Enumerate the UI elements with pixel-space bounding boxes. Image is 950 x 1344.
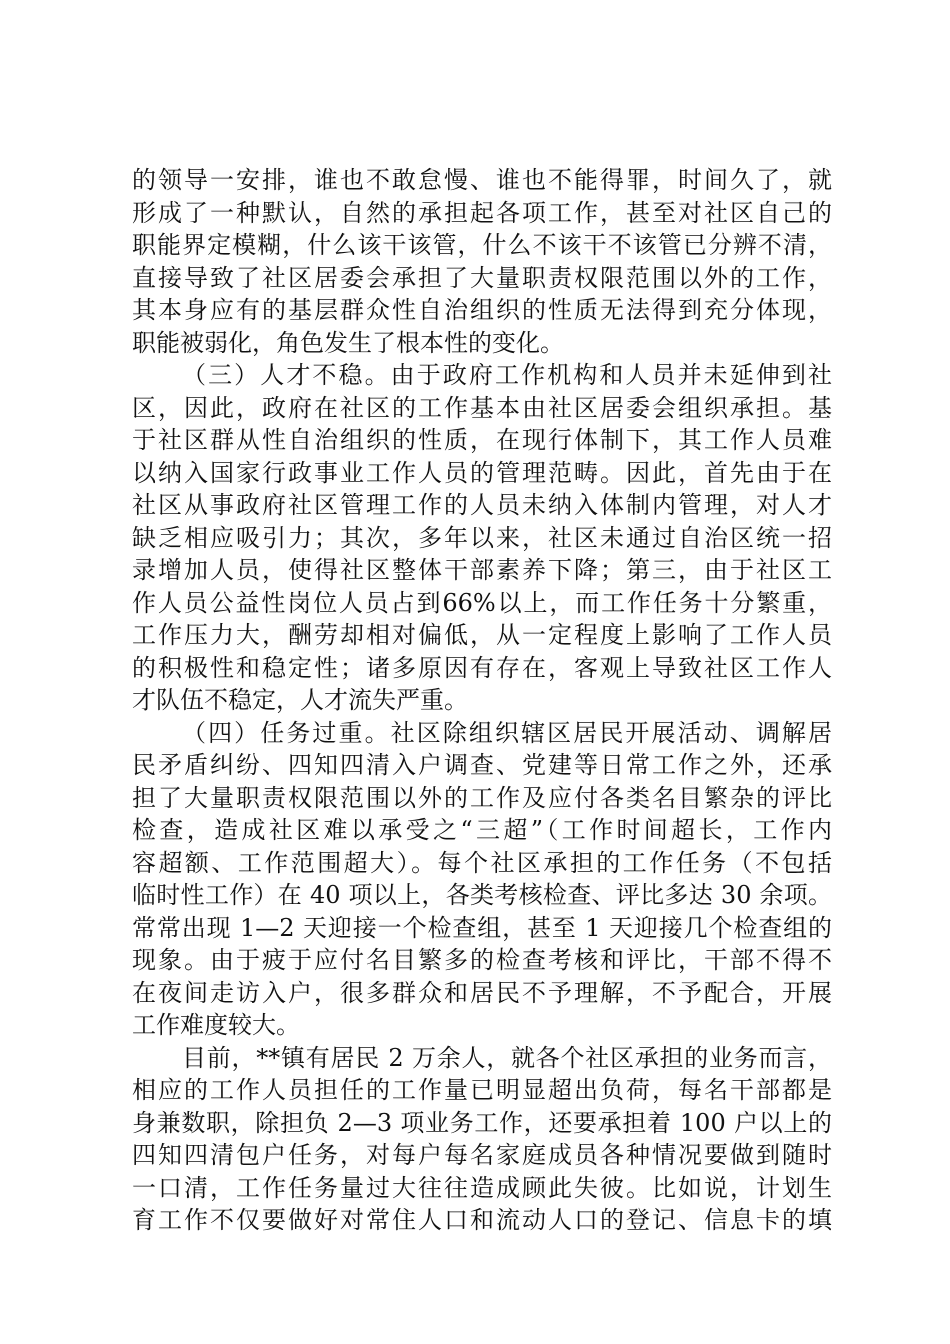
text-line: （三）人才不稳。由于政府工作机构和人员并未延伸到社 [182, 361, 832, 389]
text-line: 区，因此，政府在社区的工作基本由社区居委会组织承担。基 [132, 393, 832, 422]
text-line: 民矛盾纠纷、四知四清入户调查、党建等日常工作之外，还承 [132, 751, 832, 779]
text-line: 社区从事政府社区管理工作的人员未纳入体制内管理，对人才 [132, 491, 832, 519]
text-line: 容超额、工作范围超大）。每个社区承担的工作任务（不包括 [132, 848, 832, 877]
text-line: 一口清，工作任务量过大往往造成顾此失彼。比如说，计划生 [132, 1173, 832, 1202]
text-line: 其本身应有的基层群众性自治组织的性质无法得到充分体现， [132, 296, 832, 324]
text-line: 于社区群从性自治组织的性质，在现行体制下，其工作人员难 [132, 426, 832, 454]
text-line: 相应的工作人员担任的工作量已明显超出负荷，每名干部都是 [132, 1076, 832, 1104]
text-line: 常常出现 1—2 天迎接一个检查组，甚至 1 天迎接几个检查组的 [132, 913, 832, 942]
text-line: 四知四清包户任务，对每户每名家庭成员各种情况要做到随时 [132, 1141, 832, 1169]
text-line: 担了大量职责权限范围以外的工作及应付各类名目繁杂的评比 [132, 783, 832, 812]
text-line: 直接导致了社区居委会承担了大量职责权限范围以外的工作， [132, 263, 832, 292]
body-text [132, 164, 832, 1237]
text-line: 现象。由于疲于应付名目繁多的检查考核和评比，干部不得不 [132, 946, 832, 974]
text-line: 才队伍不稳定，人才流失严重。 [132, 686, 468, 714]
text-line: 的积极性和稳定性；诸多原因有存在，客观上导致社区工作人 [132, 653, 832, 682]
text-line: 形成了一种默认，自然的承担起各项工作，甚至对社区自己的 [132, 198, 832, 227]
text-line: （四）任务过重。社区除组织辖区居民开展活动、调解居 [182, 718, 832, 747]
text-line: 临时性工作）在 40 项以上，各类考核检查、评比多达 30 余项。 [132, 881, 832, 909]
text-line: 在夜间走访入户，很多群众和居民不予理解，不予配合，开展 [132, 978, 832, 1007]
text-line: 工作压力大，酬劳却相对偏低，从一定程度上影响了工作人员 [132, 621, 832, 649]
text-line: 以纳入国家行政事业工作人员的管理范畴。因此，首先由于在 [132, 458, 832, 487]
text-line: 职能被弱化，角色发生了根本性的变化。 [132, 328, 564, 357]
text-line: 工作难度较大。 [132, 1011, 300, 1039]
text-line: 职能界定模糊，什么该干该管，什么不该干不该管已分辨不清， [132, 231, 832, 259]
text-line: 身兼数职，除担负 2—3 项业务工作，还要承担着 100 户以上的 [132, 1108, 832, 1137]
text-line: 目前，**镇有居民 2 万余人，就各个社区承担的业务而言， [182, 1043, 832, 1072]
text-line: 的领导一安排，谁也不敢怠慢、谁也不能得罪，时间久了，就 [132, 166, 832, 194]
text-line: 缺乏相应吸引力；其次，多年以来，社区未通过自治区统一招 [132, 523, 832, 552]
text-line: 育工作不仅要做好对常住人口和流动人口的登记、信息卡的填 [132, 1206, 832, 1234]
text-line: 录增加人员，使得社区整体干部素养下降；第三，由于社区工 [132, 556, 832, 584]
text-line: 检查，造成社区难以承受之“三超”（工作时间超长，工作内 [132, 816, 832, 844]
text-line: 作人员公益性岗位人员占到66%以上，而工作任务十分繁重， [132, 588, 832, 617]
